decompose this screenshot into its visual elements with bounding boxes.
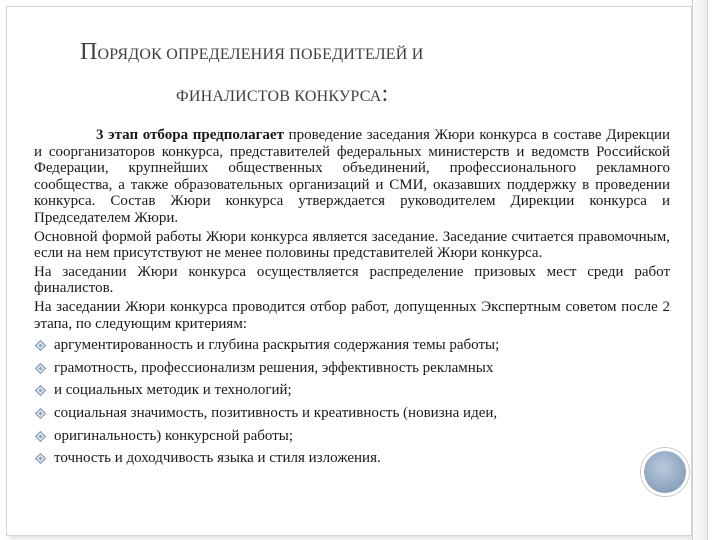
list-item <box>34 334 670 357</box>
paragraph-text: На заседании Жюри конкурса осуществляется распределение призовых мест среди работ финалистов. <box>34 263 670 297</box>
open-diamond-bullet-icon <box>35 340 46 351</box>
paragraph-lead: 3 этап отбора предполагает <box>96 127 284 143</box>
slide-body <box>34 127 670 470</box>
open-diamond-bullet-icon <box>35 385 46 396</box>
list-item-text: оригинальность) конкурсной работы; <box>54 427 294 444</box>
right-decorative-bar <box>692 0 708 540</box>
list-item-text: грамотность, профессионализм решения, эффективность рекламных <box>54 359 494 376</box>
title-line-2 <box>176 82 600 106</box>
open-diamond-bullet-icon <box>35 431 46 442</box>
open-diamond-bullet-icon <box>35 453 46 464</box>
paragraph-text: проведение заседания Жюри конкурса в составе Дирекции и соорганизаторов конкурса, представителей федеральных министерств и ведомств Российской Федерации, крупнейших общественных объединений, профессионального рекламного сообщества, а также образовательных организаций и СМИ, оказавших поддержку в проведении конкурса. Состав Жюри конкурса утверждается руководителем Дирекции конкурса и Председателем Жюри. <box>34 127 670 226</box>
body-paragraph <box>34 264 670 297</box>
title-run: ФИНАЛИСТОВ КОНКУРСА <box>176 88 382 105</box>
list-item-text: социальная значимость, позитивность и креативность (новизна идеи, <box>54 404 498 421</box>
list-item-text: аргументированность и глубина раскрытия содержания темы работы; <box>54 337 500 354</box>
slide-title <box>80 40 600 106</box>
body-paragraph <box>34 127 670 227</box>
title-line-1 <box>80 40 600 64</box>
open-diamond-bullet-icon <box>35 363 46 374</box>
list-item <box>34 447 670 470</box>
paragraphs <box>34 127 670 332</box>
body-paragraph <box>34 229 670 262</box>
list-item-text: и социальных методик и технологий; <box>54 382 292 399</box>
list-item <box>34 379 670 402</box>
paragraph-text: Основной формой работы Жюри конкурса является заседание. Заседание считается правомочным, если на нем присутствуют не менее половины представителей Жюри конкурса. <box>34 228 670 262</box>
criteria-list <box>34 334 670 470</box>
title-run: ОРЯДОК ОПРЕДЕЛЕНИЯ ПОБЕДИТЕЛЕЙ И <box>97 46 424 63</box>
open-diamond-bullet-icon <box>35 408 46 419</box>
list-item-text: точность и доходчивость языка и стиля изложения. <box>54 450 381 467</box>
list-item <box>34 357 670 380</box>
list-item <box>34 402 670 425</box>
title-run: П <box>80 39 98 65</box>
paragraph-text: На заседании Жюри конкурса проводится отбор работ, допущенных Экспертным советом после 2 этапа, по следующим критериям: <box>34 298 670 332</box>
body-paragraph <box>34 299 670 332</box>
title-run: : <box>381 81 389 107</box>
list-item <box>34 425 670 448</box>
